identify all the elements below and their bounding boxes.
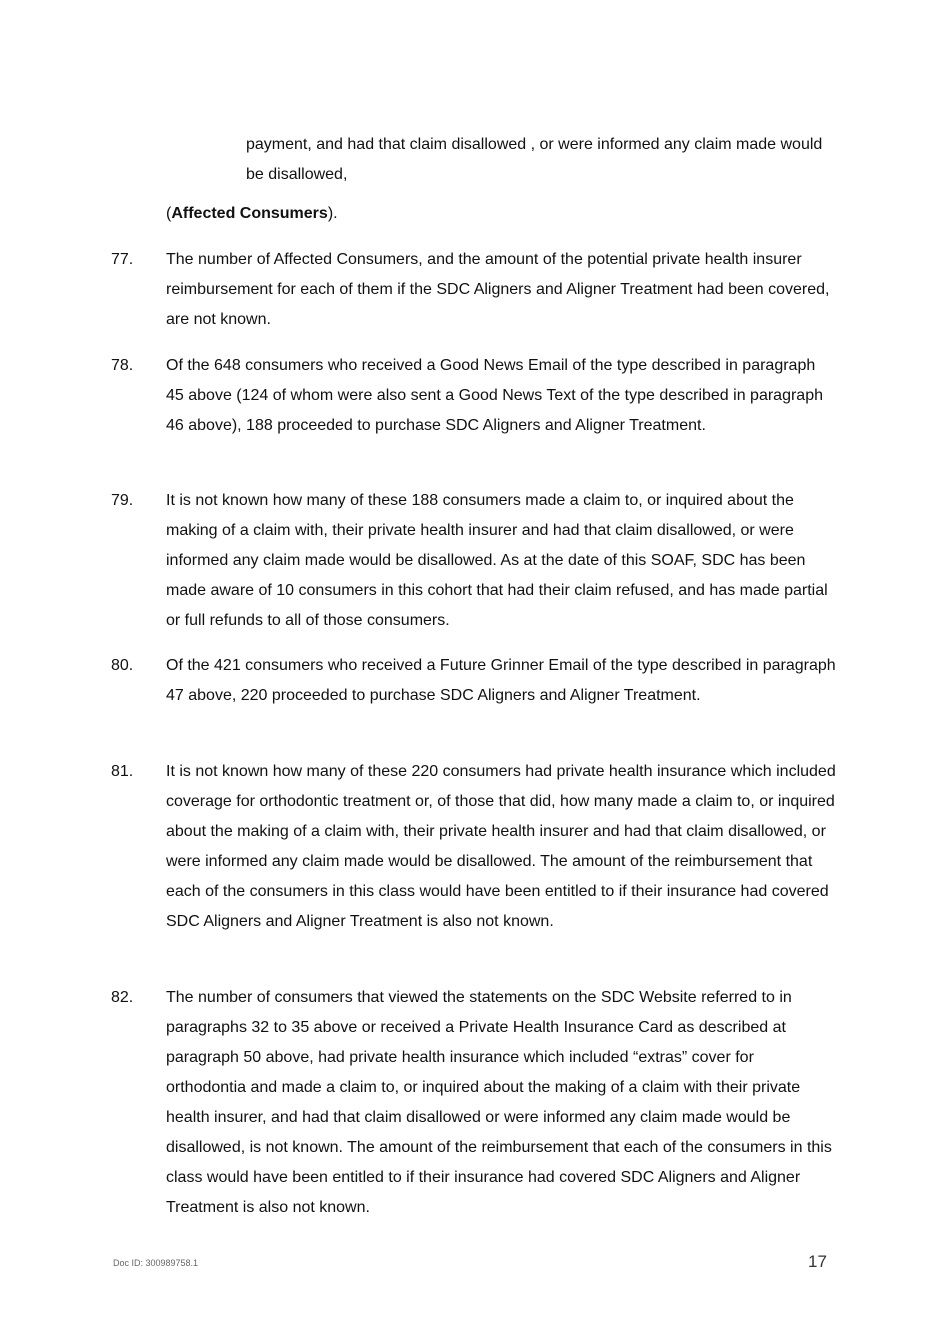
document-id: Doc ID: 300989758.1 bbox=[113, 1258, 199, 1268]
definition-open: ( bbox=[166, 205, 172, 222]
paragraph-body: It is not known how many of these 188 consumers made a claim to, or inquired about the making of a claim with, their private health insurer and had that claim disallowed, or were informed any claim made would be disallowed. As at the date of this SOAF, SDC has been made aware of 10 consumers in this cohort that had their claim refused, and has made partial or full refunds to all of those consumers. bbox=[166, 492, 828, 629]
paragraph-body: It is not known how many of these 220 consumers had private health insurance which included coverage for orthodontic treatment or, of those that did, how many made a claim to, or inquired about the making of a claim with, their private health insurer and had that claim disallowed, or were informed any claim made would be disallowed. The amount of the reimbursement that each of the consumers in this class would have been entitled to if their insurance had covered SDC Aligners and Aligner Treatment is also not known. bbox=[166, 763, 836, 930]
paragraph-body: Of the 648 consumers who received a Good News Email of the type described in paragraph 45 above (124 of whom were also sent a Good News Text of the type described in paragraph 46 above), 188 proceeded to purchase SDC Aligners and Aligner Treatment. bbox=[166, 357, 823, 434]
definition-line bbox=[166, 199, 338, 229]
paragraph-number: 78. bbox=[111, 357, 134, 374]
paragraph-body: Of the 421 consumers who received a Future Grinner Email of the type described in paragraph 47 above, 220 proceeded to purchase SDC Aligners and Aligner Treatment. bbox=[166, 657, 836, 704]
paragraph-number: 77. bbox=[111, 251, 134, 268]
continuation-text: payment, and had that claim disallowed , or were informed any claim made would be disallowed, bbox=[246, 136, 823, 183]
page-number: 17 bbox=[808, 1252, 827, 1271]
paragraph-number: 79. bbox=[111, 492, 134, 509]
paragraph-number: 82. bbox=[111, 989, 134, 1006]
paragraph-number: 81. bbox=[111, 763, 134, 780]
paragraph-body: The number of consumers that viewed the statements on the SDC Website referred to in paragraphs 32 to 35 above or received a Private Health Insurance Card as described at paragraph 50 above, had private health insurance which included “extras” cover for orthodontia and made a claim to, or inquired about the making of a claim with their private health insurer, and had that claim disallowed or were informed any claim made would be disallowed, is not known. The amount of the reimbursement that each of the consumers in this class would have been entitled to if their insurance had covered SDC Aligners and Aligner Treatment is also not known. bbox=[166, 989, 832, 1216]
defined-term: Affected Consumers bbox=[171, 205, 328, 222]
definition-close: ). bbox=[327, 205, 338, 222]
paragraph-number: 80. bbox=[111, 657, 134, 674]
paragraph-body: The number of Affected Consumers, and the amount of the potential private health insurer reimbursement for each of them if the SDC Aligners and Aligner Treatment had been covered, are not known. bbox=[166, 251, 830, 328]
